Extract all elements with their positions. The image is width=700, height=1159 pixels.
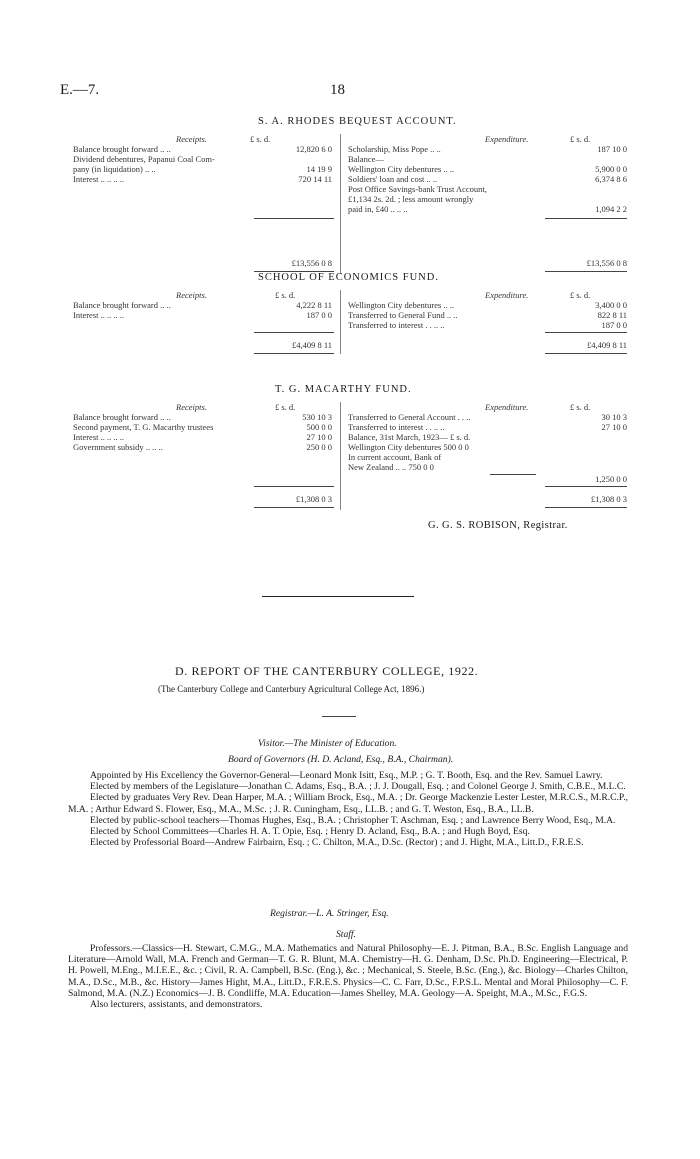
economics-expenditure-line: Transferred to General Fund .. ..	[348, 310, 458, 320]
rule	[545, 507, 627, 508]
visitor-text: Visitor.—The Minister of Education.	[258, 738, 397, 749]
rule	[254, 353, 334, 354]
staff-paragraph: Professors.—Classics—H. Stewart, C.M.G., M.A. Mathematics and Natural Philosophy—E. J. Pitman, B.A., B.Sc. English Language and Literature—Arnold Wall, M.A. French and German—T. G. R. Blunt, M.A. Chemistry—H. G. Denham, D.Sc. Ph.D. Engineering—Electrical, P. H. Powell, M.Eng., M.I.E.E., &c. ; Civil, R. A. Campbell, B.Sc. (Eng.), &c. ; Mechanical, S. Steele, B.Sc. (Eng.), &c. Biology—Charles Chilton, M.A., D.Sc., M.B., &c. History—James Hight, M.A., Litt.D., F.R.E.S. Physics—C. C. Farr, D.Sc., F.P.S.L. Mental and Moral Philosophy—C. F. Salmond, M.A. (N.Z.) Economics—J. B. Condliffe, M.A. Education—James Shelley, M.A. Geology—A. Speight, M.A., M.Sc., F.G.S.	[68, 943, 628, 999]
rule	[254, 507, 334, 508]
macarthy-receipts-currency: £ s. d.	[275, 402, 296, 412]
rhodes-receipts-label: Receipts.	[176, 134, 207, 144]
rhodes-expenditure-amount: 6,374 8 6	[595, 174, 627, 184]
rule	[545, 353, 627, 354]
macarthy-receipts-label: Receipts.	[176, 402, 207, 412]
rule	[254, 486, 334, 487]
registrar-line: Registrar.—L. A. Stringer, Esq.	[270, 908, 389, 919]
economics-receipts-total: £4,409 8 11	[291, 340, 332, 350]
report-title: D. REPORT OF THE CANTERBURY COLLEGE, 1922.	[175, 664, 479, 678]
rule	[545, 271, 627, 272]
rhodes-expenditure-line: Scholarship, Miss Pope .. ..	[348, 144, 441, 154]
rhodes-expenditure-line: £1,134 2s. 2d. ; less amount wrongly	[348, 194, 474, 204]
rhodes-expenditure-line: paid in, £40 .. .. ..	[348, 204, 408, 214]
macarthy-expenditure-line: New Zealand .. .. 750 0 0	[348, 462, 434, 472]
board-members	[68, 770, 628, 848]
rhodes-expenditure-total: £13,556 0 8	[586, 258, 627, 268]
macarthy-expenditure-amount: 30 10 3	[601, 412, 627, 422]
economics-divider	[340, 290, 341, 354]
rhodes-expenditure-amount: 5,900 0 0	[595, 164, 627, 174]
board-paragraph: Elected by members of the Legislature—Jonathan C. Adams, Esq., B.A. ; J. J. Dougall, Esq. ; and Colonel George J. Smith, C.B.E., M.L.C.	[90, 781, 626, 793]
economics-expenditure-line: Wellington City debentures .. ..	[348, 300, 455, 310]
rhodes-expenditure-line: Balance—	[348, 154, 384, 164]
macarthy-expenditure-total: £1,308 0 3	[590, 494, 627, 504]
rhodes-receipt-label: Interest .. .. .. ..	[73, 174, 124, 184]
macarthy-divider	[340, 402, 341, 510]
economics-expenditure-total: £4,409 8 11	[586, 340, 627, 350]
rule	[254, 332, 334, 333]
board-paragraph: Elected by public-school teachers—Thomas Hughes, Esq., B.A. ; Christopher T. Aschman, Esq. ; and Lawrence Berry Wood, Esq., M.A.	[90, 814, 616, 826]
report-subtitle: (The Canterbury College and Canterbury Agricultural College Act, 1896.)	[158, 684, 425, 694]
staff-section	[68, 943, 628, 1010]
rhodes-expenditure-line: Soldiers' loan and cost .. ..	[348, 174, 438, 184]
macarthy-receipts-total: £1,308 0 3	[295, 494, 332, 504]
rhodes-expenditure-amount: 1,094 2 2	[595, 204, 627, 214]
economics-expenditure-currency: £ s. d.	[570, 290, 591, 300]
economics-expenditure-amount: 822 8 11	[597, 310, 627, 320]
rhodes-receipts-currency: £ s. d.	[250, 134, 271, 144]
staff-also: Also lecturers, assistants, and demonstrators.	[90, 999, 263, 1011]
macarthy-receipt-label: Second payment, T. G. Macarthy trustees	[73, 422, 214, 432]
rhodes-receipt-label: Balance brought forward .. ..	[73, 144, 171, 154]
macarthy-receipt-amount: 250 0 0	[306, 442, 332, 452]
board-paragraph: Elected by School Committees—Charles H. A. T. Opie, Esq. ; Henry D. Acland, Esq., B.A. ; and Hugh Boyd, Esq.	[90, 826, 530, 838]
economics-receipt-amount: 4,222 8 11	[296, 300, 332, 310]
economics-receipts-currency: £ s. d.	[275, 290, 296, 300]
rhodes-receipt-amount: 12,820 6 0	[295, 144, 332, 154]
economics-expenditure-amount: 3,400 0 0	[595, 300, 627, 310]
rhodes-receipt-label: pany (in liquidation) .. ..	[73, 164, 156, 174]
rhodes-receipt-amount: 720 14 11	[298, 174, 332, 184]
macarthy-expenditure-amount: 1,250 0 0	[595, 474, 627, 484]
macarthy-receipt-label: Government subsidy .. .. ..	[73, 442, 163, 452]
section-separator	[262, 596, 414, 597]
rhodes-receipt-amount: 14 19 9	[306, 164, 332, 174]
board-paragraph: Appointed by His Excellency the Governor-General—Leonard Monk Isitt, Esq., M.P. ; G. T. Booth, Esq. and the Rev. Samuel Lawry.	[90, 770, 603, 781]
rhodes-receipt-label: Dividend debentures, Papanui Coal Com-	[73, 154, 215, 164]
economics-receipts-label: Receipts.	[176, 290, 207, 300]
rhodes-expenditure-line: Post Office Savings-bank Trust Account,	[348, 184, 487, 194]
macarthy-expenditure-line: Wellington City debentures 500 0 0	[348, 442, 469, 452]
economics-receipt-label: Balance brought forward .. ..	[73, 300, 171, 310]
registrar-signature: G. G. S. ROBISON, Registrar.	[428, 520, 568, 531]
macarthy-expenditure-line: Transferred to General Account . . ..	[348, 412, 471, 422]
macarthy-receipt-amount: 530 10 3	[302, 412, 332, 422]
rhodes-expenditure-amount: 187 10 0	[597, 144, 627, 154]
economics-receipt-amount: 187 0 0	[306, 310, 332, 320]
rhodes-receipts-total: £13,556 0 8	[291, 258, 332, 268]
rule	[254, 218, 334, 219]
macarthy-expenditure-label: Expenditure.	[485, 402, 529, 412]
rule	[545, 486, 627, 487]
macarthy-expenditure-amount: 27 10 0	[601, 422, 627, 432]
board-paragraph: Elected by Professorial Board—Andrew Fairbairn, Esq. ; C. Chilton, M.A., D.Sc. (Rector) ; and J. Hight, M.A., Litt.D., F.R.E.S.	[90, 837, 584, 849]
macarthy-title: T. G. MACARTHY FUND.	[275, 384, 412, 395]
board-line: Board of Governors (H. D. Acland, Esq., B.A., Chairman).	[228, 754, 454, 765]
economics-receipt-label: Interest .. .. .. ..	[73, 310, 124, 320]
rhodes-expenditure-line: Wellington City debentures .. ..	[348, 164, 455, 174]
page-reference: E.—7.	[60, 82, 100, 98]
economics-expenditure-amount: 187 0 0	[601, 320, 627, 330]
economics-title: SCHOOL OF ECONOMICS FUND.	[258, 272, 439, 283]
rhodes-title: S. A. RHODES BEQUEST ACCOUNT.	[258, 116, 457, 127]
economics-expenditure-line: Transferred to interest . . .. ..	[348, 320, 445, 330]
page-number: 18	[330, 82, 345, 98]
macarthy-expenditure-line: Transferred to interest . . .. ..	[348, 422, 445, 432]
rule	[545, 332, 627, 333]
macarthy-receipt-label: Balance brought forward .. ..	[73, 412, 171, 422]
macarthy-expenditure-currency: £ s. d.	[570, 402, 591, 412]
macarthy-receipt-label: Interest .. .. .. ..	[73, 432, 124, 442]
macarthy-receipt-amount: 27 10 0	[306, 432, 332, 442]
macarthy-expenditure-line: Balance, 31st March, 1923— £ s. d.	[348, 432, 471, 442]
economics-expenditure-label: Expenditure.	[485, 290, 529, 300]
visitor-line	[258, 738, 397, 749]
macarthy-receipt-amount: 500 0 0	[306, 422, 332, 432]
rule	[490, 474, 536, 475]
rule	[545, 218, 627, 219]
rhodes-divider	[340, 134, 341, 274]
macarthy-expenditure-line: In current account, Bank of	[348, 452, 442, 462]
staff-heading: Staff.	[336, 929, 356, 940]
short-rule	[322, 716, 356, 717]
rhodes-expenditure-currency: £ s. d.	[570, 134, 591, 144]
board-paragraph: Elected by graduates Very Rev. Dean Harper, M.A. ; William Brock, Esq., M.A. ; Dr. George Mackenzie Lester Lester, M.R.C.S., M.R.C.P., M.A. ; Arthur Edward S. Flower, Esq., M.A., M.Sc. ; J. R. Cuningham, Esq., LL.B. ; and G. T. Weston, Esq., B.A., LL.B.	[68, 792, 628, 815]
rhodes-expenditure-label: Expenditure.	[485, 134, 529, 144]
